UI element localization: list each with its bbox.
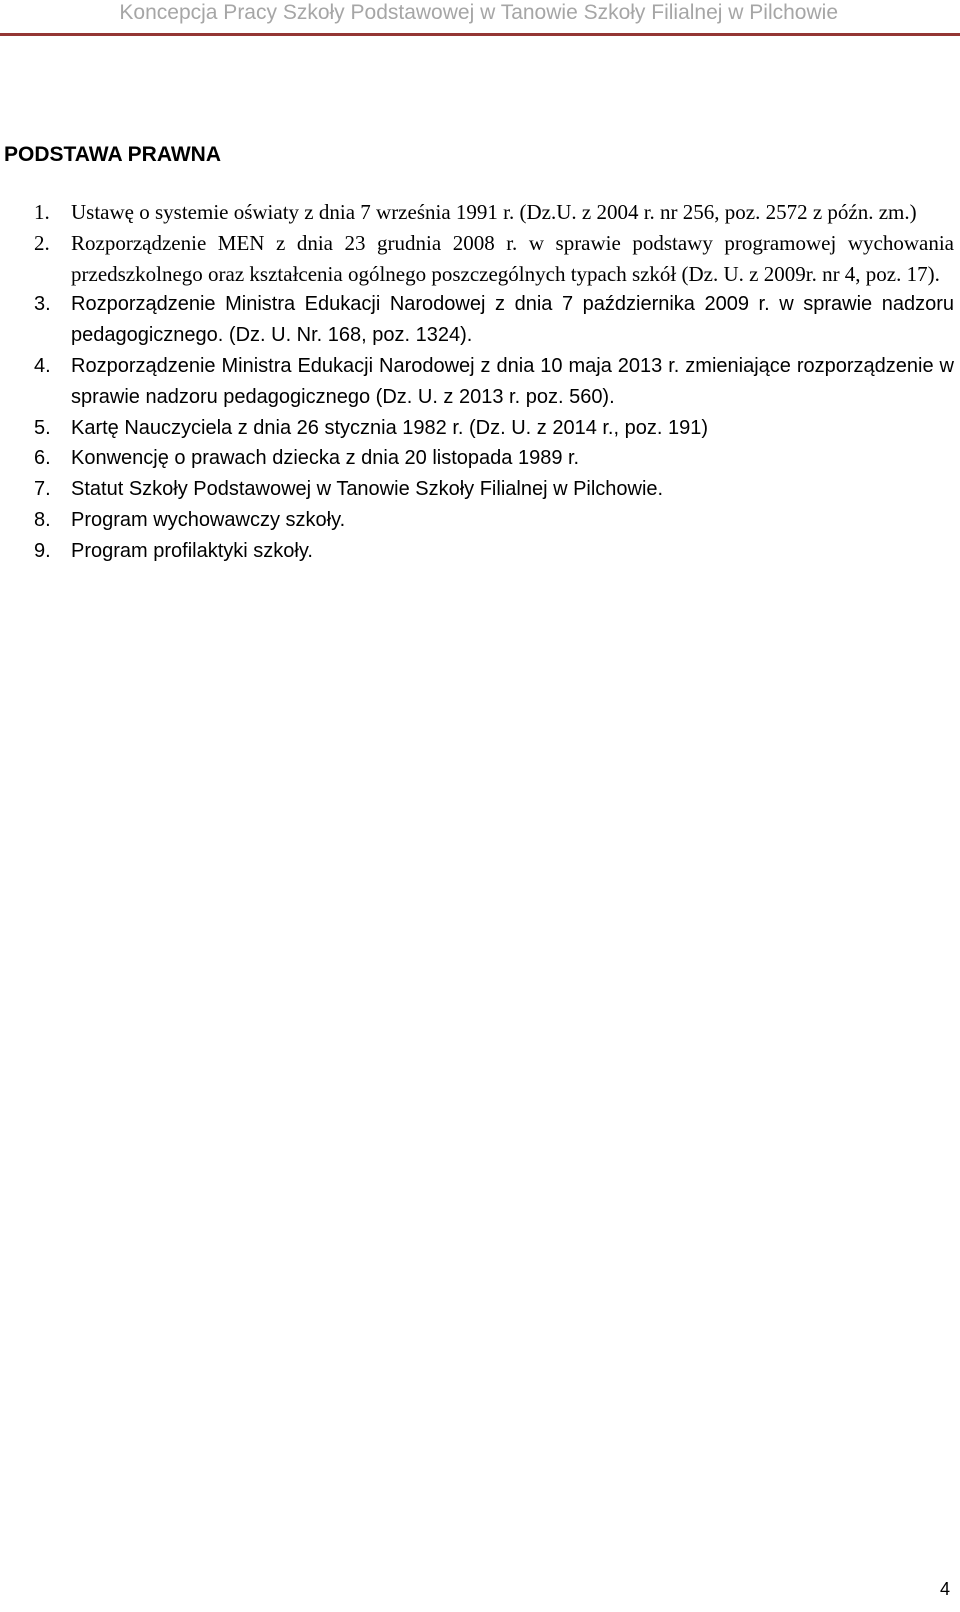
list-item-text: Program profilaktyki szkoły. xyxy=(71,539,313,562)
list-item-number: 4. xyxy=(34,354,51,377)
list-item xyxy=(0,474,954,505)
section-heading: PODSTAWA PRAWNA xyxy=(4,143,222,166)
running-header-title: Koncepcja Pracy Szkoły Podstawowej w Tanowie Szkoły Filialnej w Pilchowie xyxy=(119,1,838,24)
list-item-number: 7. xyxy=(34,478,51,501)
list-item xyxy=(0,536,954,567)
list-item-number: 9. xyxy=(34,539,51,562)
list-item-number: 3. xyxy=(34,293,51,316)
list-item-text: Rozporządzenie MEN z dnia 23 grudnia 2008 r. w sprawie podstawy programowej wychowania przedszkolnego oraz kształcenia ogólnego poszczególnych typach szkół (Dz. U. z 2009r. nr 4, poz. 17). xyxy=(71,230,954,286)
list-item xyxy=(0,289,954,351)
list-item-text: Kartę Nauczyciela z dnia 26 stycznia 1982 r. (Dz. U. z 2014 r., poz. 191) xyxy=(71,416,708,439)
page-number: 4 xyxy=(940,1579,951,1599)
list-item-text: Konwencję o prawach dziecka z dnia 20 listopada 1989 r. xyxy=(71,447,580,470)
list-item-number: 2. xyxy=(34,230,50,255)
list-item-text: Ustawę o systemie oświaty z dnia 7 września 1991 r. (Dz.U. z 2004 r. nr 256, poz. 2572 z późn. zm.) xyxy=(71,200,917,224)
list-item-number: 1. xyxy=(34,200,50,224)
list-item-number: 6. xyxy=(34,447,51,470)
list-item xyxy=(0,413,954,444)
list-item-number: 5. xyxy=(34,416,51,439)
legal-basis-list xyxy=(0,197,960,567)
list-item xyxy=(0,197,954,228)
list-item xyxy=(0,443,954,474)
list-item-text: Program wychowawczy szkoły. xyxy=(71,508,346,531)
list-item-text: Statut Szkoły Podstawowej w Tanowie Szkoły Filialnej w Pilchowie. xyxy=(71,478,664,501)
running-header xyxy=(0,0,960,36)
list-item-text: Rozporządzenie Ministra Edukacji Narodowej z dnia 7 października 2009 r. w sprawie nadzoru pedagogicznego. (Dz. U. Nr. 168, poz. 1324). xyxy=(71,293,954,347)
list-item xyxy=(0,505,954,536)
list-item xyxy=(0,228,954,290)
list-item-text: Rozporządzenie Ministra Edukacji Narodowej z dnia 10 maja 2013 r. zmieniające rozporządzenie w sprawie nadzoru pedagogicznego (Dz. U. z 2013 r. poz. 560). xyxy=(71,354,954,408)
list-item xyxy=(0,351,954,413)
list-item-number: 8. xyxy=(34,508,51,531)
